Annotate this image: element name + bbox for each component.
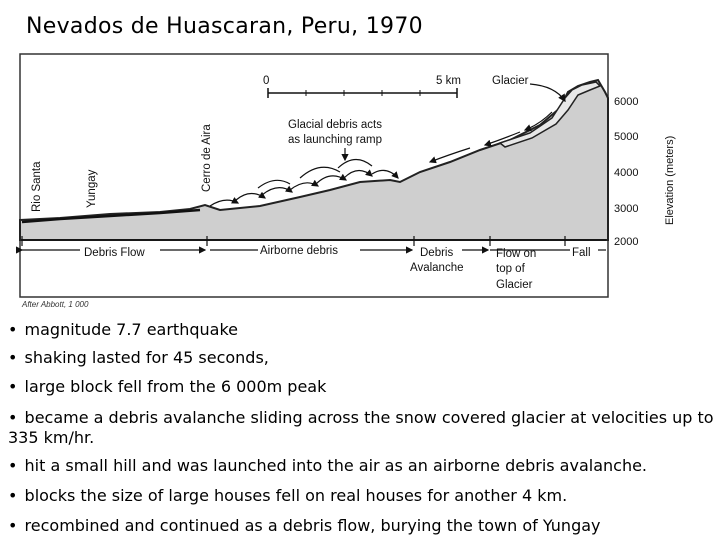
elev-tick-6000: 6000 xyxy=(614,96,639,108)
zone-debris-flow: Debris Flow xyxy=(84,247,145,259)
elevation-axis xyxy=(614,96,676,248)
elev-tick-2000: 2000 xyxy=(614,236,639,248)
elev-tick-3000: 3000 xyxy=(614,203,639,215)
cerro-de-aira-label: Cerro de Aira xyxy=(201,124,213,192)
zone-avalanche-line2: Avalanche xyxy=(410,262,464,274)
bullet-item: • shaking lasted for 45 seconds, xyxy=(8,348,269,367)
bullet-item: • recombined and continued as a debris flow, burying the town of Yungay xyxy=(8,516,601,535)
zone-avalanche-line1: Debris xyxy=(420,247,454,259)
bullet-item: • became a debris avalanche sliding across the snow covered glacier at velocities up to 335 km/hr. xyxy=(8,408,714,447)
elev-tick-4000: 4000 xyxy=(614,167,639,179)
scale-start-label: 0 xyxy=(263,75,270,87)
zone-fall: Fall xyxy=(572,247,591,259)
elevation-axis-title: Elevation (meters) xyxy=(664,135,676,225)
glacier-label: Glacier xyxy=(492,75,529,87)
scale-end-label: 5 km xyxy=(436,75,461,87)
zone-airborne-debris: Airborne debris xyxy=(260,245,338,257)
yungay-label: Yungay xyxy=(86,169,98,208)
zone-flow-line3: Glacier xyxy=(496,279,533,291)
bullet-item: • blocks the size of large houses fell on real houses for another 4 km. xyxy=(8,486,568,505)
bullet-item: • hit a small hill and was launched into the air as an airborne debris avalanche. xyxy=(8,456,648,475)
ramp-label-line1: Glacial debris acts xyxy=(288,119,382,131)
zone-flow-line1: Flow on xyxy=(496,248,537,260)
bullet-item: • large block fell from the 6 000m peak xyxy=(8,377,327,396)
elev-tick-5000: 5000 xyxy=(614,131,639,143)
rio-santa-label: Rio Santa xyxy=(31,161,43,212)
zone-flow-line2: top of xyxy=(496,263,525,275)
page-title: Nevados de Huascaran, Peru, 1970 xyxy=(26,14,423,39)
ramp-label-line2: as launching ramp xyxy=(288,134,382,146)
figure-credit: After Abbott, 1 000 xyxy=(22,300,89,309)
bullet-item: • magnitude 7.7 earthquake xyxy=(8,320,238,339)
